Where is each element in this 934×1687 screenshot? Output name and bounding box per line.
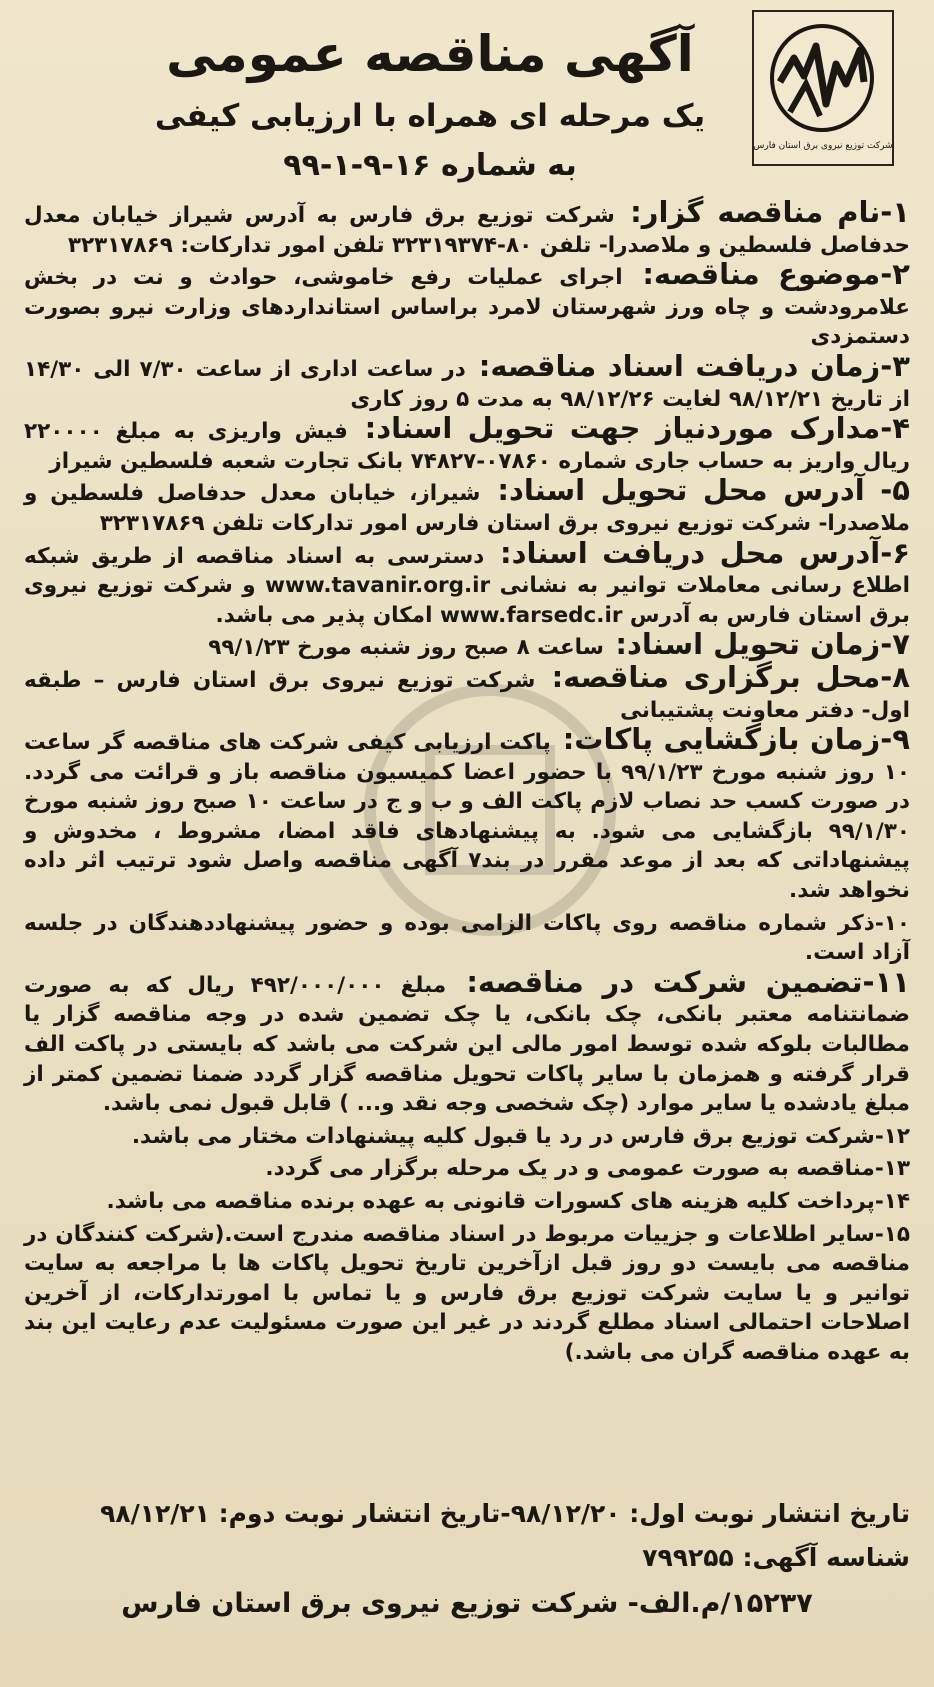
item-text: ۱۴-پرداخت کلیه هزینه های کسورات قانونی به عهده برنده مناقصه می باشد.	[106, 1189, 910, 1214]
item-text: ۱۰-ذکر شماره مناقصه روی پاکات الزامی بوده و حضور پیشنهاددهندگان در جلسه آزاد است.	[24, 910, 910, 966]
item-text: اجرای عملیات رفع خاموشی، حوادث و نت در بخش علامرودشت و چاه ورز شهرستان لامرد براساس استانداردهای وزارت نیرو بصورت دستمزدی	[24, 265, 910, 350]
logo-caption: شرکت توزیع نیروی برق استان فارس	[754, 141, 892, 151]
item-text: ۱۵-سایر اطلاعات و جزییات مربوط در اسناد مناقصه مندرج است.(شرکت کنندگان در مناقصه می بایست دو روز قبل ازآخرین تاریخ تحویل پاکات ها با مراجعه به سایت توانیر و یا سایت شرکت توزیع برق فارس و یا تماس با امورتدارکات، از آخرین اصلاحات احتمالی اسناد مطلع گردند در غیر این صورت مسئولیت عدم رعایت این بند به عهده مناقصه گران می باشد.)	[24, 1221, 910, 1365]
item-14	[24, 1184, 910, 1217]
item-heading: ۱۱-تضمین شرکت در مناقصه:	[466, 964, 911, 999]
ad-subtitle: یک مرحله ای همراه با ارزیابی کیفی	[154, 98, 706, 134]
item-text: پاکت ارزیابی کیفی شرکت های مناقصه گر ساعت ۱۰ روز شنبه مورخ ۹۹/۱/۲۳ با حضور اعضا کمیسیون مناقصه باز و قرائت می گردد. در صورت کسب حد نصاب لازم پاکت الف و ب و ج در ساعت ۱۰ صبح روز شنبه مورخ ۹۹/۱/۳۰ بازگشایی می شود. به پیشنهادهای فاقد امضا، مشروط ، مخدوش و پیشنهاداتی که بعد از موعد مقرر در بند۷ آگهی مناقصه واصل شود ترتیب اثر داده نخواهد شد.	[24, 730, 910, 904]
item-heading: ۶-آدرس محل دریافت اسناد:	[500, 535, 910, 570]
item-heading: ۲-موضوع مناقصه:	[642, 257, 910, 292]
item-8	[24, 659, 910, 725]
item-heading: ۴-مدارک موردنیاز جهت تحویل اسناد:	[364, 411, 910, 446]
item-text: در ساعت اداری از ساعت ۷/۳۰ الی ۱۴/۳۰ از تاریخ ۹۸/۱۲/۲۱ لغایت ۹۸/۱۲/۲۶ به مدت ۵ روز کاری	[24, 356, 910, 412]
item-text: فیش واریزی به مبلغ ۲۲۰۰۰۰ ریال واریز به حساب جاری شماره ۰۷۸۶۰-۷۴۸۲۷ بانک تجارت شعبه فلسطین شیراز	[24, 419, 910, 474]
item-5	[24, 473, 910, 538]
tender-number: به شماره ۱۶-۹-۱-۹۹	[283, 148, 577, 183]
item-15	[24, 1217, 910, 1368]
tavanir-logo-icon	[754, 12, 892, 164]
item-1	[24, 195, 910, 260]
item-10	[24, 906, 910, 968]
item-text: شرکت توزیع نیروی برق استان فارس – طبقه اول- دفتر معاونت پشتیبانی	[24, 667, 910, 723]
item-6	[24, 535, 911, 631]
item-heading: ۵- آدرس محل تحویل اسناد:	[497, 473, 910, 508]
item-heading: ۸-محل برگزاری مناقصه:	[551, 659, 910, 694]
item-heading: ۳-زمان دریافت اسناد مناقصه:	[478, 348, 910, 383]
item-9	[24, 722, 910, 906]
publish-dates: تاریخ انتشار نوبت اول: ۹۸/۱۲/۲۰-تاریخ انتشار نوبت دوم: ۹۸/۱۲/۲۱	[100, 1499, 910, 1528]
item-text: ۱۳-مناقصه به صورت عمومی و در یک مرحله برگزار می گردد.	[265, 1156, 910, 1182]
item-text: دسترسی به اسناد مناقصه از طریق شبکه اطلاع رسانی معاملات توانیر به نشانی www.tavanir.org.ir و شرکت توزیع نیروی برق استان فارس به آدرس www.farsedc.ir امکان پذیر می باشد.	[24, 543, 911, 628]
item-heading: ۱-نام مناقصه گزار:	[630, 195, 910, 229]
logo	[752, 10, 894, 166]
item-13	[24, 1151, 910, 1184]
signature-line: ۱۵۲۳۷/م.الف- شرکت توزیع نیروی برق استان فارس	[121, 1588, 813, 1619]
item-11	[24, 964, 911, 1119]
item-2	[24, 257, 910, 352]
item-text: ۱۲-شرکت توزیع برق فارس در رد یا قبول کلیه پیشنهادات مختار می باشد.	[131, 1123, 910, 1149]
ad-body	[24, 195, 911, 1368]
ad-title: آگهی مناقصه عمومی	[166, 25, 694, 83]
item-7	[24, 627, 910, 663]
item-text: شرکت توزیع برق فارس به آدرس شیراز خیابان معدل حدفاصل فلسطین و ملاصدرا- تلفن ۸۰-۳۲۳۱۹۳۷۴ تلفن امور تدارکات: ۳۲۳۱۷۸۶۹	[24, 203, 910, 258]
item-3	[24, 348, 910, 414]
item-text: مبلغ ۴۹۲/۰۰۰/۰۰۰ ریال که به صورت ضمانتنامه معتبر بانکی، چک بانکی، یا چک تضمین شده در وجه مناقصه گزار یا مطالبات بلوکه شده توسط امور مالی این شرکت می باشد که بایستی در پاکت الف قرار گرفته و همزمان با سایر پاکات تحویل مناقصه گزار گردد ضمنا تضمین کمتر از مبلغ یادشده یا سایر موارد (چک شخصی وجه نقد و... ) قابل قبول نمی باشد.	[24, 972, 910, 1117]
item-text: ساعت ۸ صبح روز شنبه مورخ ۹۹/۱/۲۳	[208, 635, 604, 661]
item-heading: ۹-زمان بازگشایی پاکات:	[562, 722, 910, 757]
item-12	[24, 1119, 910, 1152]
ad-header	[120, 10, 740, 194]
item-4	[24, 411, 910, 476]
item-text: شیراز، خیابان معدل حدفاصل فلسطین و ملاصدرا- شرکت توزیع نیروی برق استان فارس امور تدارکات تلفن ۳۲۳۱۷۸۶۹	[24, 481, 910, 536]
ad-footer	[24, 1492, 910, 1628]
item-heading: ۷-زمان تحویل اسناد:	[615, 627, 910, 662]
ad-id: شناسه آگهی: ۷۹۹۲۵۵	[642, 1543, 910, 1572]
